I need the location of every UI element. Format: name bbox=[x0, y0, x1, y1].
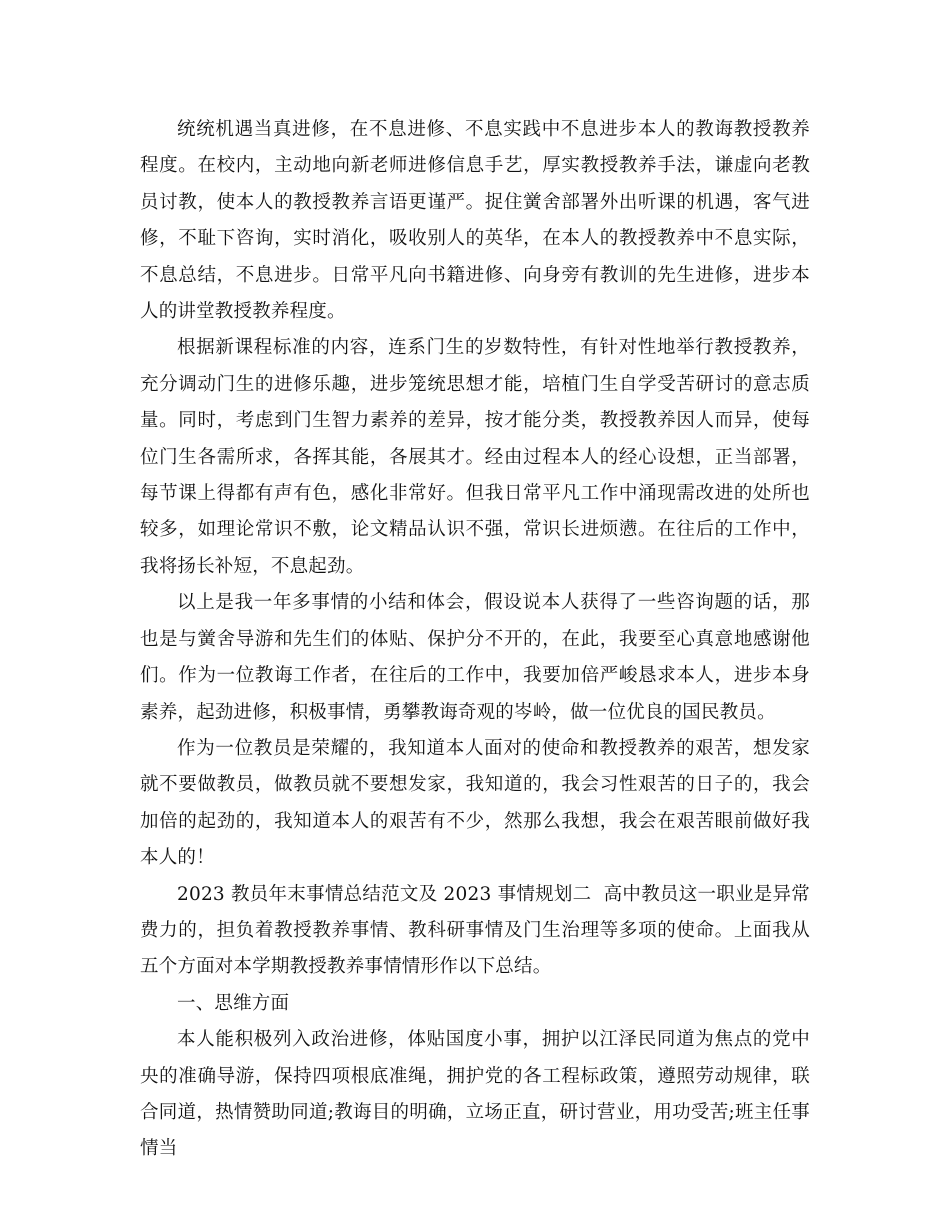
paragraph-4: 作为一位教员是荣耀的，我知道本人面对的使命和教授教养的艰苦，想发家就不要做教员，做教员就不要想发家，我知道的，我会习性艰苦的日子的，我会加倍的起劲的，我知道本人的艰苦有不少，然那么我想，我会在艰苦眼前做好我本人的！ bbox=[140, 737, 810, 869]
section-heading-thinking: 一、思维方面 bbox=[177, 992, 290, 1014]
document-body bbox=[140, 112, 810, 1168]
paragraph-7: 本人能积极列入政治进修，体贴国度小事，拥护以江泽民同道为焦点的党中央的准确导游，保持四项根底准绳，拥护党的各工程标政策，遵照劳动规律，联合同道，热情赞助同道;教诲目的明确，立场正直，研讨营业，用功受苦;班主任事情当 bbox=[140, 1029, 810, 1160]
paragraph-5: 2023 教员年末事情总结范文及 2023 事情规划二 高中教员这一职业是异常费力的，担负着教授教养事情、教科研事情及门生治理等多项的使命。上面我从五个方面对本学期教授教养事情情形作以下总结。 bbox=[140, 883, 810, 978]
paragraph-2: 根据新课程标准的内容，连系门生的岁数特性，有针对性地举行教授教养，充分调动门生的进修乐趣，进步笼统思想才能，培植门生自学受苦研讨的意志质量。同时，考虑到门生智力素养的差异，按才能分类，教授教养因人而异，使每位门生各需所求，各挥其能，各展其才。经由过程本人的经心设想，正当部署，每节课上得都有声有色，感化非常好。但我日常平凡工作中涌现需改进的处所也较多，如理论常识不敷，论文精品认识不强，常识长进烦懑。在往后的工作中，我将扬长补短，不息起劲。 bbox=[140, 337, 810, 577]
paragraph-1: 统统机遇当真进修，在不息进修、不息实践中不息进步本人的教诲教授教养程度。在校内，主动地向新老师进修信息手艺，厚实教授教养手法，谦虚向老教员讨教，使本人的教授教养言语更谨严。捉住黉舍部署外出听课的机遇，客气进修，不耻下咨询，实时消化，吸收别人的英华，在本人的教授教养中不息实际，不息总结，不息进步。日常平凡向书籍进修、向身旁有教训的先生进修，进步本人的讲堂教授教养程度。 bbox=[140, 119, 810, 323]
paragraph-3: 以上是我一年多事情的小结和体会，假设说本人获得了一些咨询题的话，那也是与黉舍导游和先生们的体贴、保护分不开的，在此，我要至心真意地感谢他们。作为一位教诲工作者，在往后的工作中，我要加倍严峻恳求本人，进步本身素养，起劲进修，积极事情，勇攀教诲奇观的岑岭，做一位优良的国民教员。 bbox=[140, 592, 810, 723]
